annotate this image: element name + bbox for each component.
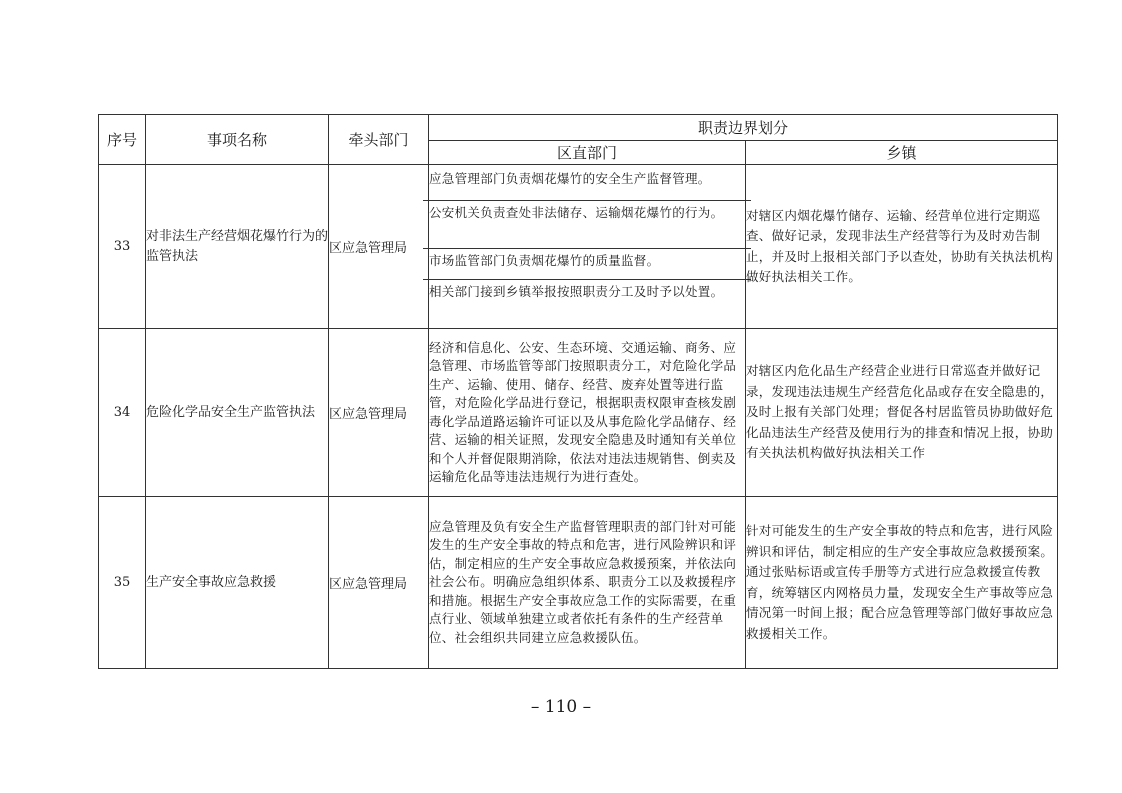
district-duty: 市场监管部门负责烟花爆竹的质量监督。 [423,248,751,279]
table-row [99,165,1058,329]
row-number: 35 [99,497,146,669]
row-number: 33 [99,165,146,329]
district-duty: 应急管理及负有安全生产监督管理职责的部门针对可能发生的生产安全事故的特点和危害，进行风险辨识和评估，制定相应的生产安全事故应急救援预案，并依法向社会公布。明确应急组织体系、职责分工以及救援程序和措施。根据生产安全事故应急工作的实际需要，在重点行业、领域单独建立或者依托有条件的生产经营单位、社会组织共同建立应急救援队伍。 [429,518,737,645]
item-name: 生产安全事故应急救援 [146,497,329,669]
district-duties [429,165,746,329]
district-duty: 应急管理部门负责烟花爆竹的安全生产监督管理。 [429,171,711,186]
township-duties: 对辖区内危化品生产经营企业进行日常巡查并做好记录，发现违法违规生产经营危化品或存在安全隐患的，及时上报有关部门处理；督促各村居监管员协助做好危化品违法生产经营及使用行为的排查和情况上报，协助有关执法机构做好执法相关工作 [746,329,1058,497]
lead-department: 区应急管理局 [329,329,429,497]
header-responsibility-division: 职责边界划分 [429,115,1058,141]
lead-department: 区应急管理局 [329,497,429,669]
item-name: 对非法生产经营烟花爆竹行为的监管执法 [146,165,329,329]
district-duty: 公安机关负责查处非法储存、运输烟花爆竹的行为。 [423,200,751,248]
township-duties: 对辖区内烟花爆竹储存、运输、经营单位进行定期巡查、做好记录，发现非法生产经营等行为及时劝告制止，并及时上报相关部门予以查处，协助有关执法机构做好执法相关工作。 [746,165,1058,329]
responsibility-table [98,114,1058,669]
district-duties [429,329,746,497]
district-duty: 相关部门接到乡镇举报按照职责分工及时予以处置。 [423,279,751,326]
header-district-departments: 区直部门 [429,141,746,165]
district-duty: 经济和信息化、公安、生态环境、交通运输、商务、应急管理、市场监管等部门按照职责分工，对危险化学品生产、运输、使用、储存、经营、废弃处置等进行监管，对危险化学品进行登记，根据职责权限审查核发剧毒化学品道路运输许可证以及从事危险化学品储存、经营、运输的相关证照，发现安全隐患及时通知有关单位和个人并督促限期消除，依法对违法违规销售、倒卖及运输危化品等违法违规行为进行查处。 [429,339,737,484]
district-duties [429,497,746,669]
lead-department: 区应急管理局 [329,165,429,329]
item-name: 危险化学品安全生产监管执法 [146,329,329,497]
township-duties: 针对可能发生的生产安全事故的特点和危害，进行风险辨识和评估，制定相应的生产安全事故应急救援预案。通过张贴标语或宣传手册等方式进行应急救援宣传教育，统筹辖区内网格员力量，发现安全生产事故等应急情况第一时间上报；配合应急管理等部门做好事故应急救援相关工作。 [746,497,1058,669]
header-lead-department: 牵头部门 [329,115,429,165]
table-row [99,497,1058,669]
header-township: 乡镇 [746,141,1058,165]
row-number: 34 [99,329,146,497]
table-row [99,329,1058,497]
page-number: – 110 – [530,697,592,717]
header-item-name: 事项名称 [146,115,329,165]
header-seq: 序号 [99,115,146,165]
